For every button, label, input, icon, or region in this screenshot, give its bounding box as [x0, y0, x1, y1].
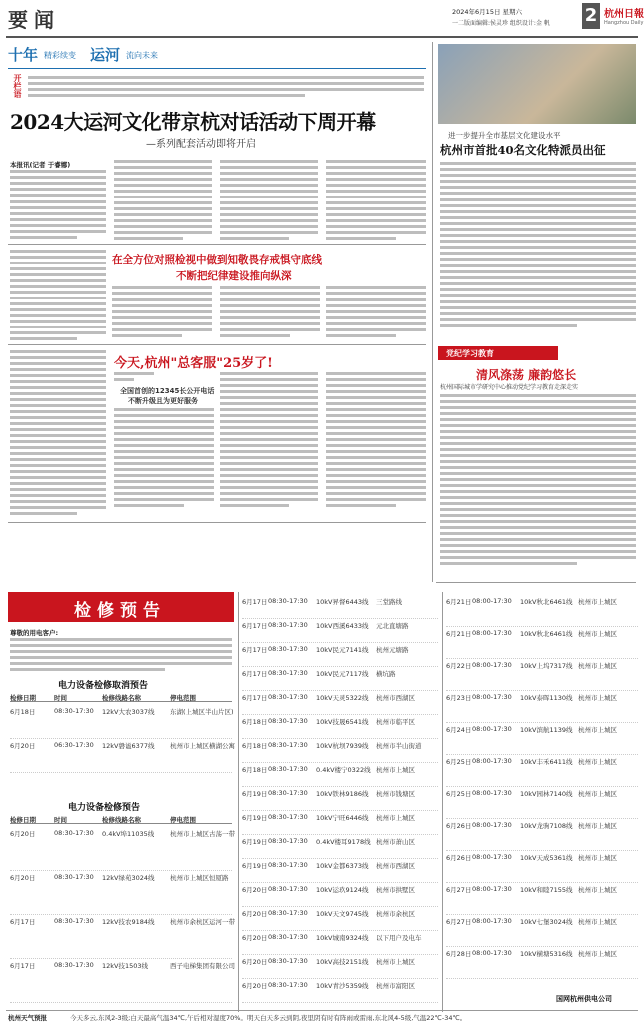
mid-table-cell: 杭州市半山街道: [376, 742, 422, 750]
mid-table-row: [242, 908, 438, 931]
table1-header: [10, 692, 232, 702]
right-table-cell: 6月23日: [446, 694, 472, 702]
table2-cell: 6月17日: [10, 962, 36, 970]
table2-cell: 西子电梯集团有限公司: [170, 962, 235, 970]
right-table-cell: 10kV和睦7155线: [520, 886, 573, 894]
table1-cell: 6月20日: [10, 742, 36, 750]
article2-headline-1: 在全方位对照检视中做到知敬畏存戒惧守底线: [112, 254, 322, 266]
right-table-cell: 08:00-17:30: [472, 757, 512, 765]
notice-divider-2: [442, 592, 443, 1012]
notice-mid-table: [242, 596, 438, 1008]
mid-table-cell: 6月17日: [242, 598, 268, 606]
right-table-row: [446, 692, 638, 723]
footer-rule: [6, 1010, 638, 1011]
banner-right: 运河: [90, 46, 121, 64]
right-table-row: [446, 884, 638, 915]
table2-row: [10, 872, 232, 915]
right-table-cell: 6月26日: [446, 854, 472, 862]
mid-table-cell: 杭州市萧山区: [376, 838, 415, 846]
sidebar-mid-subhead: 杭州国际城市学研究中心推动党纪学习教育走深走实: [440, 384, 579, 391]
mid-table-cell: 元北直塘路: [376, 622, 409, 630]
right-table-cell: 08:00-17:30: [472, 661, 512, 669]
mid-table-cell: 6月18日: [242, 718, 268, 726]
right-table-cell: 08:00-17:30: [472, 597, 512, 605]
table2-cell: 12kV技1503线: [102, 962, 149, 970]
article2-left-text: [10, 250, 106, 340]
masthead-rule: [6, 36, 638, 38]
right-table-row: [446, 788, 638, 819]
mid-table-cell: 杭州市西湖区: [376, 862, 415, 870]
table2-cell: 08:30-17:30: [54, 829, 94, 837]
right-table-cell: 6月21日: [446, 630, 472, 638]
right-table-cell: 6月27日: [446, 918, 472, 926]
sidebar-kicker: 进一步提升全市基层文化建设水平: [448, 131, 561, 140]
right-table-row: [446, 756, 638, 787]
mid-table-cell: 杭州市临平区: [376, 718, 415, 726]
table2-title: 电力设备检修预告: [68, 803, 141, 813]
mid-table-row: [242, 956, 438, 979]
right-table-cell: 08:00-17:30: [472, 789, 512, 797]
mid-table-cell: 08:30-17:30: [268, 741, 308, 749]
right-table-cell: 08:00-17:30: [472, 821, 512, 829]
right-table-cell: 杭州市上城区: [578, 854, 617, 862]
article3-left-text: [10, 350, 106, 518]
table2-col-time: 时间: [54, 816, 67, 824]
mid-table-cell: 10kV城南9324线: [316, 934, 369, 942]
right-table-cell: 10kV园林7140线: [520, 790, 573, 798]
mid-table-cell: 10kV运玖9124线: [316, 886, 369, 894]
right-table-cell: 杭州市上城区: [578, 630, 617, 638]
paper-name: 杭州日報: [604, 9, 644, 20]
paper-name-en: Hangzhou Daily: [604, 20, 644, 26]
mid-table-cell: 10kV天文9745线: [316, 910, 369, 918]
footer-text: 今天多云,东风2-3级;白天最高气温34℃,午后相对湿度70%。明天白天多云到阴,夜里阴有时有阵雨或雷雨,东北风4-5级,气温22℃-34℃。: [70, 1014, 467, 1022]
right-table-cell: 08:00-17:30: [472, 885, 512, 893]
main-headline: 2024大运河文化带京杭对话活动下周开幕: [10, 110, 376, 134]
table2-row: [10, 828, 235, 871]
editorial-text: [28, 76, 424, 106]
right-table-cell: 08:00-17:30: [472, 725, 512, 733]
right-table-cell: 杭州市上城区: [578, 918, 617, 926]
mid-table-cell: 0.4kV楼宁0322线: [316, 766, 371, 774]
mid-table-cell: 杭州市上城区: [376, 814, 415, 822]
right-table-cell: 杭州市上城区: [578, 886, 617, 894]
right-table-cell: 6月21日: [446, 598, 472, 606]
table2-header: [10, 814, 232, 824]
table1-cell: 06:30-17:30: [54, 741, 94, 749]
mid-table-cell: 08:30-17:30: [268, 765, 308, 773]
mid-table-row: [242, 692, 438, 715]
article3-subhead-1: 全国首创的12345长公开电话: [120, 387, 215, 395]
mid-table-row: [242, 932, 438, 955]
right-table-cell: 杭州市上城区: [578, 790, 617, 798]
sidebar-divider: [432, 42, 433, 582]
right-table-cell: 10kV秋北6461线: [520, 630, 573, 638]
right-table-cell: 6月27日: [446, 886, 472, 894]
divider-3: [8, 522, 426, 523]
mid-table-cell: 10kV金都6373线: [316, 862, 369, 870]
mid-table-cell: 08:30-17:30: [268, 693, 308, 701]
table2-cell: 12kV技农9184线: [102, 918, 155, 926]
right-table-cell: 10kV滨航1139线: [520, 726, 573, 734]
mid-table-cell: 6月19日: [242, 838, 268, 846]
right-table-cell: 10kV秋北6461线: [520, 598, 573, 606]
mid-table-cell: 杭州市富阳区: [376, 982, 415, 990]
article3-body-col1: [114, 372, 214, 518]
mid-table-cell: 6月19日: [242, 790, 268, 798]
right-table-cell: 杭州市上城区: [578, 758, 617, 766]
sidebar-body: [440, 162, 636, 340]
table1-cell: 12kV磐谧6377线: [102, 742, 155, 750]
right-table-cell: 08:00-17:30: [472, 949, 512, 957]
table2-cell: 12kV绿苑3024线: [102, 874, 155, 882]
mid-table-cell: 杭州市拱墅区: [376, 886, 415, 894]
mid-table-cell: 08:30-17:30: [268, 861, 308, 869]
main-body-col1: [10, 170, 106, 240]
notice-intro: 尊敬的用电客户:: [10, 629, 59, 637]
table2-cell: 08:30-17:30: [54, 873, 94, 881]
table1-col-date: 检修日期: [10, 694, 36, 702]
article2-body-col3: [326, 286, 426, 340]
mid-table-row: [242, 668, 438, 691]
article3-body-col3: [326, 372, 426, 518]
editorial-label: 开栏语: [13, 74, 23, 98]
notice-signature: 国网杭州供电公司: [556, 995, 612, 1003]
right-table-cell: 6月25日: [446, 790, 472, 798]
mid-table-cell: 6月19日: [242, 862, 268, 870]
right-table-cell: 6月24日: [446, 726, 472, 734]
table2-body: [10, 828, 235, 1008]
article2-body-col1: [112, 286, 212, 340]
mid-table-cell: 10kV天灵5322线: [316, 694, 369, 702]
right-table-cell: 08:00-17:30: [472, 853, 512, 861]
right-table-row: [446, 852, 638, 883]
mid-table-cell: 08:30-17:30: [268, 669, 308, 677]
right-table-cell: 10kV横塘5316线: [520, 950, 573, 958]
table2-cell: 08:30-17:30: [54, 917, 94, 925]
mid-table-cell: 08:30-17:30: [268, 981, 308, 989]
right-table-cell: 杭州市上城区: [578, 726, 617, 734]
mid-table-cell: 10kV技晟6541线: [316, 718, 369, 726]
banner-right-sub: 流向未来: [126, 51, 158, 60]
mid-table-cell: 10kV杭坝7939线: [316, 742, 369, 750]
mid-table-cell: 10kV青沙5359线: [316, 982, 369, 990]
main-byline: 本报讯(记者 于睿娜): [10, 161, 71, 169]
mid-table-row: [242, 740, 438, 763]
right-table-cell: 08:00-17:30: [472, 693, 512, 701]
mid-table-cell: 10kV民元7141线: [316, 646, 369, 654]
mid-table-row: [242, 620, 438, 643]
table2-cell: 杭州市上城区恒厦路: [170, 874, 229, 882]
table2-row: [10, 960, 235, 1003]
mid-table-cell: 10kV高技2151线: [316, 958, 369, 966]
article3-headline: 今天,杭州"总客服"25岁了!: [114, 356, 273, 371]
mid-table-cell: 08:30-17:30: [268, 909, 308, 917]
right-table-cell: 10kV七堡3024线: [520, 918, 573, 926]
sidebar-headline: 杭州市首批40名文化特派员出征: [440, 143, 606, 157]
right-table-cell: 杭州市上城区: [578, 950, 617, 958]
table2-cell: 杭州市上城区古荡一带: [170, 830, 235, 838]
table1-cell: 东湖(上城区半山片区): [170, 708, 234, 716]
right-table-cell: 6月26日: [446, 822, 472, 830]
banner-left-sub: 精彩续变: [44, 51, 76, 60]
article2-body-col2: [220, 286, 320, 340]
notice-title-bar: [8, 592, 234, 622]
right-table-cell: 08:00-17:30: [472, 629, 512, 637]
mid-table-cell: 杭州市西湖区: [376, 694, 415, 702]
mid-table-cell: 08:30-17:30: [268, 789, 308, 797]
notice-divider-1: [238, 592, 239, 1012]
right-table-cell: 6月28日: [446, 950, 472, 958]
table2-cell: 08:30-17:30: [54, 961, 94, 969]
mid-table-row: [242, 812, 438, 835]
banner-rule: [8, 68, 426, 69]
mid-table-cell: 横坑路: [376, 670, 396, 678]
table2-col-range: 停电范围: [170, 816, 196, 824]
table1-body: [10, 706, 235, 776]
mid-table-cell: 6月17日: [242, 622, 268, 630]
notice-right-table: [446, 596, 638, 988]
mid-table-cell: 6月20日: [242, 910, 268, 918]
table2-row: [10, 916, 235, 959]
mid-table-cell: 10kV西溪6433线: [316, 622, 369, 630]
table2-cell: 6月17日: [10, 918, 36, 926]
table2-col-line: 检修线路名称: [102, 816, 141, 824]
mid-table-row: [242, 884, 438, 907]
mid-table-cell: 08:30-17:30: [268, 597, 308, 605]
mid-table-cell: 10kV民元7117线: [316, 670, 369, 678]
mid-table-cell: 08:30-17:30: [268, 621, 308, 629]
table2-cell: 6月20日: [10, 874, 36, 882]
masthead: [0, 0, 644, 38]
mid-table-cell: 6月18日: [242, 766, 268, 774]
table1-title: 电力设备检修取消预告: [58, 681, 149, 691]
sidebar-ribbon: [438, 346, 558, 360]
mid-table-cell: 08:30-17:30: [268, 885, 308, 893]
page-number: 2: [582, 3, 600, 29]
sidebar-mid-headline: 清风涤荡 廉韵悠长: [476, 368, 577, 382]
mid-table-cell: 08:30-17:30: [268, 717, 308, 725]
right-table-cell: 杭州市上城区: [578, 598, 617, 606]
article3-body-col2: [220, 372, 318, 518]
mid-table-cell: 杭州市钱塘区: [376, 790, 415, 798]
mid-table-row: [242, 836, 438, 859]
article2-headline-2: 不断把纪律建设推向纵深: [176, 270, 292, 282]
mid-table-cell: 08:30-17:30: [268, 813, 308, 821]
main-body-col4: [326, 160, 426, 240]
table1-cell: 08:30-17:30: [54, 707, 94, 715]
mid-table-cell: 6月17日: [242, 670, 268, 678]
right-table-cell: 10kV丰禾6411线: [520, 758, 573, 766]
mid-table-row: [242, 596, 438, 619]
mid-table-row: [242, 644, 438, 667]
banner-left: 十年: [8, 46, 39, 64]
table2-cell: 6月20日: [10, 830, 36, 838]
mid-table-row: [242, 764, 438, 787]
mid-table-row: [242, 860, 438, 883]
table1-cell: 12kV大农3037线: [102, 708, 155, 716]
mid-table-row: [242, 980, 438, 1003]
notice-intro-text: [10, 638, 232, 672]
right-table-cell: 10kV龙驹7108线: [520, 822, 573, 830]
right-table-cell: 10kV上坞7317线: [520, 662, 573, 670]
divider-2: [8, 344, 426, 345]
mid-table-cell: 08:30-17:30: [268, 933, 308, 941]
right-table-row: [446, 596, 638, 627]
table1-row: [10, 706, 232, 739]
notice-title: 检修预告: [74, 601, 166, 621]
mid-table-cell: 以下用户及电车: [376, 934, 422, 942]
right-table-cell: 10kV泰晖1130线: [520, 694, 573, 702]
mid-table-cell: 杭州市上城区: [376, 766, 415, 774]
mid-table-cell: 6月18日: [242, 742, 268, 750]
right-table-cell: 08:00-17:30: [472, 917, 512, 925]
right-table-cell: 6月22日: [446, 662, 472, 670]
right-table-row: [446, 948, 638, 979]
sidebar-ribbon-label: 党纪学习教育: [446, 349, 494, 358]
mid-table-cell: 08:30-17:30: [268, 837, 308, 845]
divider-1: [8, 244, 426, 245]
mid-table-cell: 杭州市余杭区: [376, 910, 415, 918]
editors-line: 一二版面编辑:侯灵珍 组织设计:金 帆: [452, 20, 550, 27]
main-subhead: —系列配套活动即将开启: [146, 139, 256, 150]
right-table-cell: 10kV天成5361线: [520, 854, 573, 862]
mid-table-cell: 6月17日: [242, 694, 268, 702]
right-table-row: [446, 628, 638, 659]
right-table-row: [446, 724, 638, 755]
mid-table-cell: 杭州市上城区: [376, 958, 415, 966]
mid-table-cell: 08:30-17:30: [268, 645, 308, 653]
table2-col-date: 检修日期: [10, 816, 36, 824]
right-table-cell: 杭州市上城区: [578, 694, 617, 702]
mid-table-cell: 6月17日: [242, 646, 268, 654]
main-body-col2: [114, 160, 212, 240]
table1-col-time: 时间: [54, 694, 67, 702]
table1-row: [10, 740, 235, 773]
article3-subhead-2: 不断升级且为更好服务: [128, 397, 198, 405]
right-table-cell: 6月25日: [446, 758, 472, 766]
mid-table-row: [242, 716, 438, 739]
right-table-row: [446, 916, 638, 947]
mid-table-cell: 6月20日: [242, 886, 268, 894]
footer-label: 杭州天气预报: [8, 1014, 47, 1022]
mid-table-cell: 6月19日: [242, 814, 268, 822]
right-table-row: [446, 660, 638, 691]
table1-col-line: 检修线路名称: [102, 694, 141, 702]
mid-table-cell: 6月20日: [242, 982, 268, 990]
divider-4: [436, 582, 636, 583]
right-table-cell: 杭州市上城区: [578, 662, 617, 670]
table1-cell: 杭州市上城区横湖公寓: [170, 742, 235, 750]
mid-table-cell: 0.4kV楼耳9178线: [316, 838, 371, 846]
mid-table-cell: 10kV铁林9186线: [316, 790, 369, 798]
table2-cell: 0.4kV埠11035线: [102, 830, 155, 838]
mid-table-cell: 10kV宁旺6446线: [316, 814, 369, 822]
mid-table-cell: 08:30-17:30: [268, 957, 308, 965]
table1-col-range: 停电范围: [170, 694, 196, 702]
sidebar-photo: [438, 44, 636, 124]
right-table-cell: 杭州市上城区: [578, 822, 617, 830]
mid-table-cell: 杭州元塘路: [376, 646, 409, 654]
mid-table-cell: 10kV昇督6443线: [316, 598, 369, 606]
anniversary-banner: [8, 44, 388, 66]
sidebar-mid-body: [440, 394, 636, 578]
table1-cell: 6月18日: [10, 708, 36, 716]
right-table-row: [446, 820, 638, 851]
section-title: 要闻: [8, 8, 60, 32]
mid-table-cell: 三堂路线: [376, 598, 402, 606]
issue-date: 2024年6月15日 星期六: [452, 8, 523, 16]
table2-cell: 杭州市余杭区运河一带: [170, 918, 235, 926]
mid-table-cell: 6月20日: [242, 934, 268, 942]
main-body-col3: [220, 160, 318, 240]
mid-table-cell: 6月20日: [242, 958, 268, 966]
mid-table-row: [242, 788, 438, 811]
